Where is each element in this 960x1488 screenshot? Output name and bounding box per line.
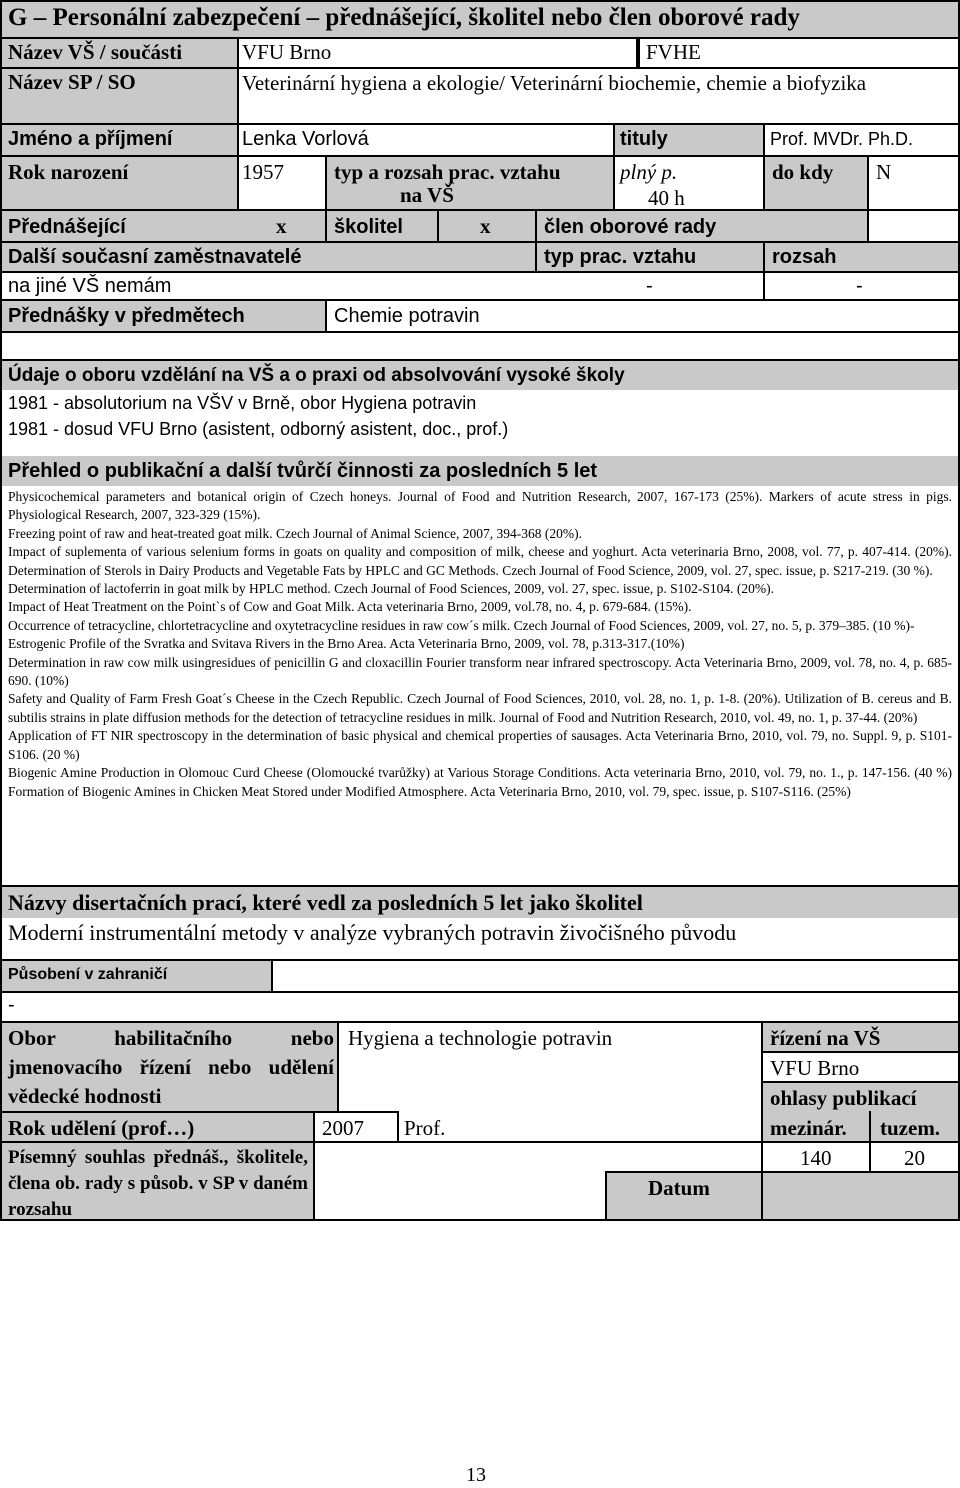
subjects-label: Přednášky v předmětech [8,305,245,327]
rizeni-value: VFU Brno [770,1056,860,1080]
rule [0,67,960,69]
name-label: Jméno a příjmení [8,128,173,150]
other-type: - [646,275,653,297]
rule [0,0,2,1221]
publication-item: Safety and Quality of Farm Fresh Goat´s Cheese in the Czech Republic. Czech Journal of Food Sciences, 2010, vol. 28, no. 1, p. 1-8. (20%). Utilization of B. cereus and B. subtilis strains in plate diffusion methods for the detection of tetracycline residues in milk. Journal of Food and Nutrition Research, 2010, vol. 49, no. 1, p. 37-44. (20%) [8,691,952,725]
vs-value: VFU Brno [242,40,332,64]
prednasejici-mark: x [276,214,287,238]
abroad-label: Působení v zahraničí [8,966,168,983]
rule [605,1171,607,1221]
publication-item: Determination in raw cow milk usingresidues of penicillin G and cloxacillin Fourier transform near infrared spectroscopy. Acta Veterinaria Brno, 2009, vol. 78, no. 4, p. 685-690. (10%) [8,654,952,689]
publication-item: Physicochemical parameters and botanical origin of Czech honeys. Journal of Food and Nutrition Research, 2007, 167-173 (25%). Markers of acute stress in pigs. Physiological Research, 2007, 323-329 (15%). [8,489,952,523]
rule [606,1171,960,1173]
subjects-value: Chemie potravin [334,305,480,327]
rule [867,155,869,243]
dokdy-label: do kdy [772,160,834,184]
vs-label: Název VŠ / součásti [8,40,183,64]
rule [0,0,960,2]
tituly-value: Prof. MVDr. Ph.D. [770,129,914,149]
rule [0,155,960,157]
roles-band [0,210,868,242]
rule [0,1021,960,1023]
rule [0,1141,960,1143]
plny-value: plný p. [620,160,678,184]
typ-label-2: na VŠ [400,183,454,207]
rule [0,991,960,993]
year-label: Rok udělení (prof…) [8,1116,195,1140]
other-scope: - [856,275,863,297]
rule [613,123,615,211]
publications-heading: Přehled o publikační a další tvůrčí činnosti za posledních 5 let [8,460,598,482]
rule [313,1111,315,1221]
page-title: G – Personální zabezpečení – přednášející, školitel nebo člen oborové rady [8,4,800,31]
datum-label: Datum [648,1176,710,1200]
rule [869,1111,871,1173]
habilitation-label: Obor habilitačního nebo jmenovacího řízení nebo udělení vědecké hodnosti [8,1026,334,1108]
rule [535,209,537,273]
publication-item: Application of FT NIR spectroscopy in the determination of basic physical and chemical properties of sausages. Acta Veterinaria Brno, 2010, vol. 79, no. Suppl. 9, p. S101-S106. (20 %) [8,728,952,762]
rule [763,241,765,301]
rule [325,299,327,333]
typ-label: typ a rozsah prac. vztahu [334,160,561,184]
rule [0,299,960,301]
rule [0,331,960,333]
habilitation-field: Hygiena a technologie potravin [348,1026,613,1050]
dokdy-value: N [876,160,892,184]
employers-label: Další současní zaměstnavatelé [8,246,302,268]
other-employer: na jiné VŠ nemám [8,275,172,297]
vs-faculty: FVHE [646,40,701,64]
sp-label: Název SP / SO [8,70,136,94]
dissertations-heading: Názvy disertačních prací, které vedl za posledních 5 let jako školitel [8,890,643,915]
rule [762,1051,960,1053]
rule [437,209,439,243]
rule [237,37,239,211]
title-value: Prof. [404,1116,446,1140]
rule [271,959,273,993]
rule [763,123,765,211]
tuzem-value: 20 [904,1146,925,1170]
tituly-label: tituly [620,128,668,150]
publication-item: Biogenic Amine Production in Olomouc Curd Cheese (Olomoucké tvarůžky) at Various Storage Conditions. Acta veterinaria Brno, 2010, vol. 79, no. 1., p. 147-156. (40 %) Formation of Biogenic Amines in Chicken Meat Stored under Modified Atmosphere. Acta Veterinaria Brno, 2010, vol. 79, spec. issue, p. S107-S116. (25%) [8,765,952,799]
rule [337,1021,339,1113]
ohlasy-label: ohlasy publikací [770,1086,917,1110]
name-value: Lenka Vorlová [242,128,369,150]
rule [0,209,960,211]
rule [0,885,960,887]
education-line: 1981 - absolutorium na VŠV v Brně, obor Hygiena potravin [8,393,477,413]
education-line: 1981 - dosud VFU Brno (asistent, odborný asistent, doc., prof.) [8,419,509,439]
education-heading: Údaje o oboru vzdělání na VŠ a o praxi od absolvování vysoké školy [8,365,625,386]
page-number: 13 [466,1464,486,1486]
rule [761,1021,763,1221]
hours-value: 40 h [648,186,685,210]
consent-label: Písemný souhlas přednáš., školitele, člena ob. rady s působ. v SP v daném rozsahu [8,1147,308,1220]
mezinar-label: mezinár. [770,1116,847,1140]
year-value: 2007 [322,1116,364,1140]
rule [0,37,960,39]
rule [0,271,960,273]
rule [636,37,640,69]
skolitel-mark: x [480,214,491,238]
rule [0,359,960,361]
rule [0,241,960,243]
tuzem-label: tuzem. [880,1116,941,1140]
typprac-label: typ prac. vztahu [544,246,697,268]
dissertation-title: Moderní instrumentální metody v analýze vybraných potravin živočišného původu [8,920,737,945]
publication-list [8,488,952,801]
rule [0,123,960,125]
clen-label: člen oborové rady [544,216,717,238]
birth-label: Rok narození [8,160,129,184]
rizeni-label: řízení na VŠ [770,1026,881,1050]
skolitel-label: školitel [334,216,403,238]
publication-item: Impact of Heat Treatment on the Point`s of Cow and Goat Milk. Acta veterinaria Brno, 2009, vol.78, no. 4, p. 679-684. (15%). [8,599,692,615]
publication-item: Impact of suplementa of various selenium forms in goats on quality and composition of milk, cheese and yoghurt. Acta veterinaria Brno, 2008, vol. 77, p. 407-414. (20%). Determination of Sterols in Dairy Products and Vegetable Fats by HPLC and GC Methods. Czech Journal of Food Science, 2009, vol. 27, spec. issue, p. S217-219. (30 %). [8,544,952,578]
rozsah-label: rozsah [772,246,837,268]
rule [397,1111,399,1143]
rule [762,1081,960,1083]
rule [0,959,960,961]
publication-item: Estrogenic Profile of the Svratka and Svitava Rivers in the Brno Area. Acta Veterinaria Brno, 2009, vol. 78, p.313-317.(10%) [8,636,685,652]
sp-value: Veterinární hygiena a ekologie/ Veterinární biochemie, chemie a biofyzika [242,71,867,95]
publication-item: Occurrence of tetracycline, chlortetracycline and oxytetracycline residues in raw cow´s milk. Czech Journal of Food Sciences, 2009, vol. 27, no. 5, p. 379–385. (10 %)- [8,617,915,633]
rule [325,155,327,243]
publication-item: Determination of lactoferrin in goat milk by HPLC method. Czech Journal of Food Sciences, 2009, vol. 27, spec. issue, p. S102-S104. (20%). [8,581,774,597]
publication-item: Freezing point of raw and heat-treated goat milk. Czech Journal of Animal Science, 2007, 394-368 (20%). [8,525,582,541]
abroad-value: - [8,994,15,1016]
mezinar-value: 140 [800,1146,832,1170]
prednasejici-label: Přednášející [8,216,126,238]
birth-value: 1957 [242,160,284,184]
